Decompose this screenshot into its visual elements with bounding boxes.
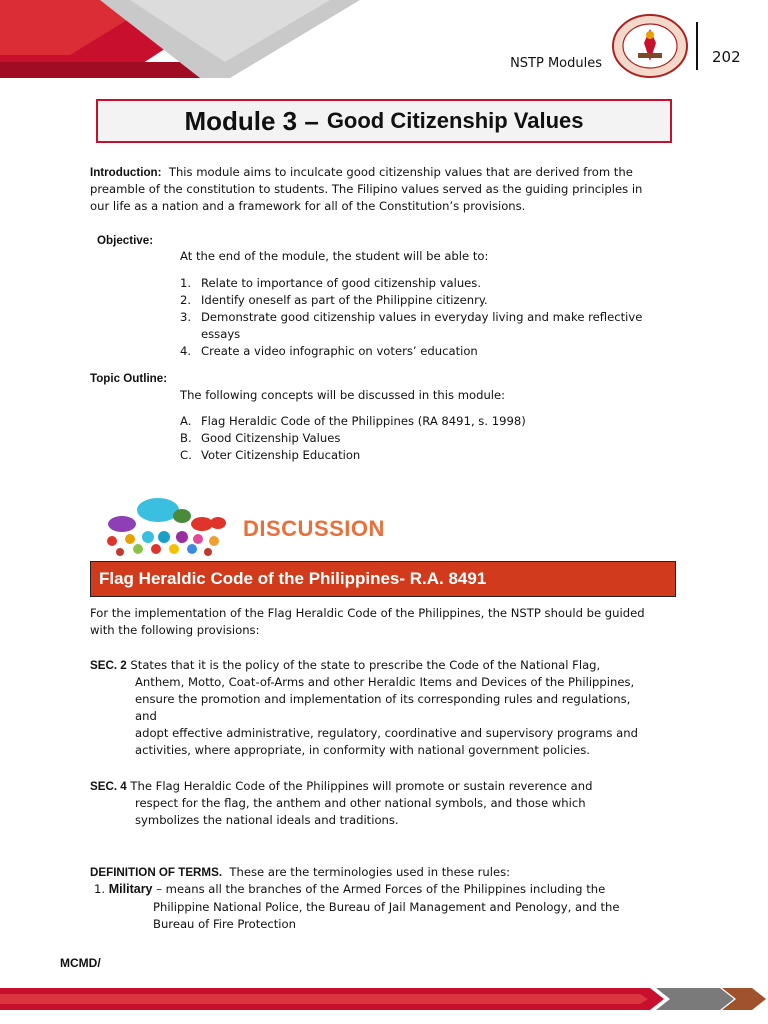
definition-item-number: 1.: [94, 882, 106, 896]
topic-item: C. Voter Citizenship Education: [180, 448, 361, 462]
section-intro-line: with the following provisions:: [90, 623, 260, 637]
definition-body: [153, 899, 676, 933]
definition-item-first-line: [94, 881, 676, 898]
sec2-first-line: [90, 657, 676, 674]
footer-decoration: [0, 984, 768, 1014]
sec2-label: SEC. 2: [90, 659, 127, 672]
sec2-line: activities, where appropriate, in conformity with national government policies.: [135, 743, 590, 757]
discussion-heading: DISCUSSION: [243, 516, 385, 541]
module-subtitle: Good Citizenship Values: [326, 108, 584, 133]
running-head: NSTP Modules: [510, 56, 602, 71]
topic-outline-list: [180, 413, 670, 464]
introduction-line-1: This module aims to inculcate good citizenship values that are derived from the: [168, 165, 633, 179]
objective-item: 4. Create a video infographic on voters’ education: [180, 344, 478, 358]
introduction-line-2: preamble of the constitution to students. The Filipino values served as the guiding principles in: [90, 182, 643, 196]
header-divider: [696, 22, 698, 70]
section-intro: [90, 605, 676, 639]
objective-item: 3. Demonstrate good citizenship values in everyday living and make reflective essays: [180, 310, 643, 341]
objective-lead: At the end of the module, the student will be able to:: [180, 249, 489, 263]
sec2-line: adopt effective administrative, regulatory, coordinative and supervisory programs and: [135, 726, 638, 740]
topic-outline-label: Topic Outline:: [90, 372, 168, 385]
sec4-text: The Flag Heraldic Code of the Philippines will promote or sustain reverence and: [130, 779, 593, 793]
module-title: Module 3 –: [184, 105, 319, 136]
definition-line: Philippine National Police, the Bureau of Jail Management and Penology, and the: [153, 900, 620, 914]
definitions-lead: These are the terminologies used in these rules:: [229, 865, 511, 879]
sec2-body: [135, 674, 676, 759]
topic-item: B. Good Citizenship Values: [180, 431, 341, 445]
page-number: 202: [712, 48, 741, 66]
sec4-line: symbolizes the national ideals and traditions.: [135, 813, 399, 827]
definition-text: – means all the branches of the Armed Forces of the Philippines including the: [156, 882, 606, 896]
topic-outline-lead: The following concepts will be discussed in this module:: [180, 388, 506, 402]
introduction-label: Introduction:: [90, 166, 162, 179]
sec2-line: ensure the promotion and implementation of its corresponding rules and regulations,: [135, 692, 631, 706]
sec4-line: respect for the flag, the anthem and other national symbols, and those which: [135, 796, 586, 810]
discussion-people-icon: [98, 497, 238, 557]
definition-line: Bureau of Fire Protection: [153, 917, 296, 931]
sec4-label: SEC. 4: [90, 780, 127, 793]
section-heading: Flag Heraldic Code of the Philippines- R.A. 8491: [99, 569, 487, 588]
section-intro-line: For the implementation of the Flag Heraldic Code of the Philippines, the NSTP should be guided: [90, 606, 645, 620]
section-heading-bar: [90, 561, 676, 597]
objective-item: 1. Relate to importance of good citizenship values.: [180, 276, 482, 290]
sec2-line: and: [135, 709, 157, 723]
definition-term: Military: [108, 882, 153, 896]
objective-label: Objective:: [97, 234, 154, 247]
university-seal-logo: [611, 13, 689, 79]
footer-label: MCMD/: [60, 956, 101, 970]
definitions-label: DEFINITION OF TERMS.: [90, 866, 223, 879]
definitions-heading: [90, 864, 676, 881]
objective-item: 2. Identify oneself as part of the Philippine citizenry.: [180, 293, 488, 307]
topic-item: A. Flag Heraldic Code of the Philippines (RA 8491, s. 1998): [180, 414, 526, 428]
module-title-box: [96, 99, 672, 143]
introduction-paragraph: [90, 164, 676, 215]
sec2-line: Anthem, Motto, Coat-of-Arms and other Heraldic Items and Devices of the Philippines,: [135, 675, 635, 689]
sec2-text: States that it is the policy of the state to prescribe the Code of the National Flag,: [130, 658, 601, 672]
objective-list: [180, 275, 670, 360]
introduction-line-3: our life as a nation and a framework for all of the Constitution’s provisions.: [90, 199, 526, 213]
sec4-first-line: [90, 778, 676, 795]
sec4-body: [135, 795, 676, 829]
